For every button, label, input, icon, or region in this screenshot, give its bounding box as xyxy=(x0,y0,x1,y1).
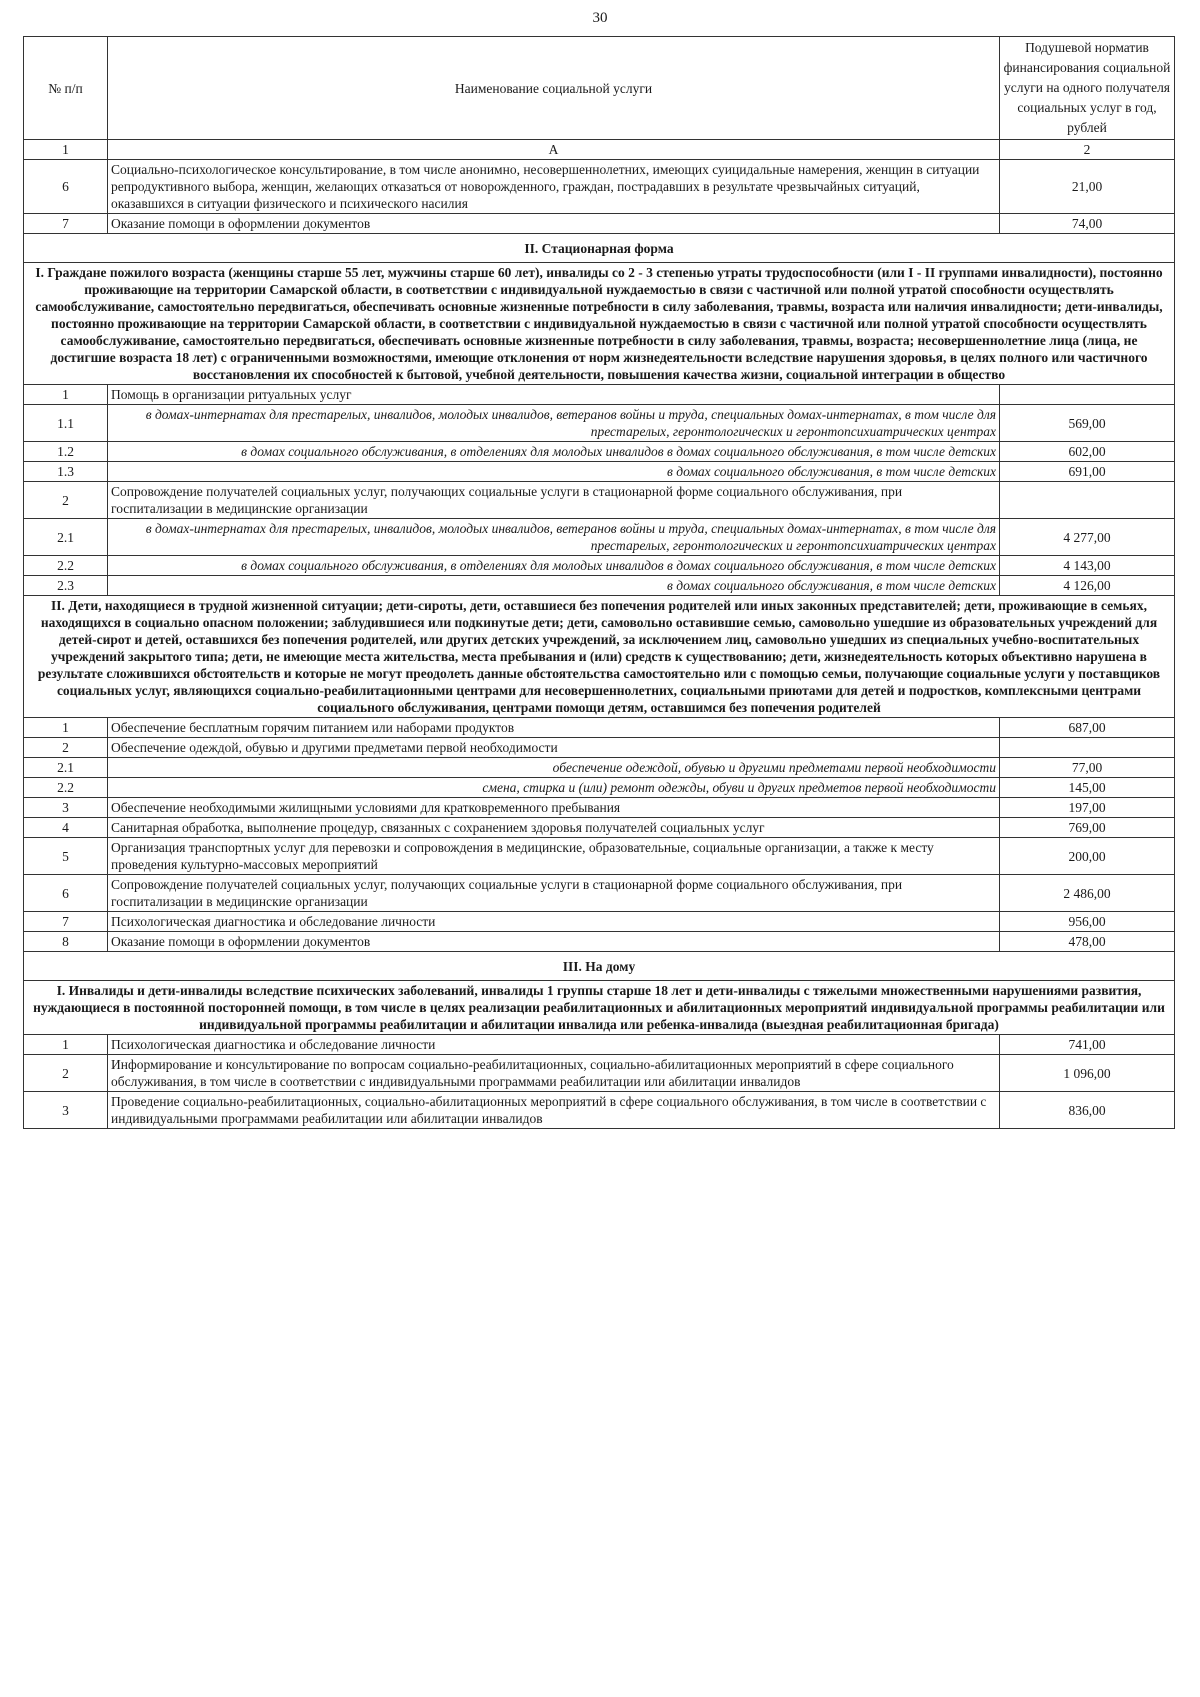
header-value: Подушевой норматив финансирования социальной услуги на одного получателя социальных услуг в год, рублей xyxy=(1000,37,1175,140)
row-name: обеспечение одеждой, обувью и другими предметами первой необходимости xyxy=(108,758,1000,778)
group-heading xyxy=(24,263,1175,385)
row-num: 2.3 xyxy=(24,576,108,596)
row-num: 2 xyxy=(24,482,108,519)
row-name: в домах социального обслуживания, в отделениях для молодых инвалидов в домах социального обслуживания, в том числе детских xyxy=(108,442,1000,462)
group-title: II. Дети, находящиеся в трудной жизненной ситуации; дети-сироты, дети, оставшиеся без попечения родителей или иных законных представителей; дети, проживающие в семьях, находящихся в социально опасном положении; заблудившиеся или подкинутые дети; дети, самовольно оставившие семью, самовольно ушедшие из образовательных учреждений для детей-сирот и детей, оставшихся без попечения родителей, или других детских учреждений, за исключением лиц, самовольно ушедших из специальных учебно-воспитательных учреждений закрытого типа; дети, не имеющие места жительства, места пребывания и (или) средств к существованию; дети, жизнедеятельность которых объективно нарушена в результате сложившихся обстоятельств и которые не могут преодолеть данные обстоятельства самостоятельно или с помощью семьи, получающие социальные услуги у поставщиков социальных услуг, являющихся социально-реабилитационными центрами для несовершеннолетних, социальными приютами для детей и подростков, комплексными центрами социального обслуживания, центрами помощи детям, оставшимся без попечения родителей xyxy=(24,596,1175,718)
section-heading xyxy=(24,952,1175,981)
row-value: 691,00 xyxy=(1000,462,1175,482)
row-num: 2.2 xyxy=(24,556,108,576)
row-value: 200,00 xyxy=(1000,838,1175,875)
table-row xyxy=(24,798,1175,818)
row-name: Психологическая диагностика и обследование личности xyxy=(108,1035,1000,1055)
table-row xyxy=(24,482,1175,519)
row-name: Организация транспортных услуг для перевозки и сопровождения в медицинские, образовательные, социальные организации, а также к месту проведения культурно-массовых мероприятий xyxy=(108,838,1000,875)
row-value: 769,00 xyxy=(1000,818,1175,838)
row-value: 2 486,00 xyxy=(1000,875,1175,912)
row-name: Оказание помощи в оформлении документов xyxy=(108,214,1000,234)
row-name: в домах социального обслуживания, в том числе детских xyxy=(108,576,1000,596)
row-num: 3 xyxy=(24,798,108,818)
row-num: 2.1 xyxy=(24,519,108,556)
row-value: 77,00 xyxy=(1000,758,1175,778)
table-row xyxy=(24,912,1175,932)
table-row xyxy=(24,576,1175,596)
group-title: I. Инвалиды и дети-инвалиды вследствие психических заболеваний, инвалиды 1 группы старше 18 лет и дети-инвалиды с тяжелыми множественными нарушениями развития, нуждающиеся в постоянной посторонней помощи, в том числе в целях реализации реабилитационных и абилитационных мероприятий индивидуальной программы реабилитации или индивидуальной программы реабилитации и абилитации инвалида или ребенка-инвалида (выездная реабилитационная бригада) xyxy=(24,981,1175,1035)
row-num: 6 xyxy=(24,875,108,912)
row-name: Обеспечение необходимыми жилищными условиями для кратковременного пребывания xyxy=(108,798,1000,818)
row-value: 4 126,00 xyxy=(1000,576,1175,596)
row-num: 1.1 xyxy=(24,405,108,442)
row-value: 569,00 xyxy=(1000,405,1175,442)
row-value: 836,00 xyxy=(1000,1092,1175,1129)
row-name: Информирование и консультирование по вопросам социально-реабилитационных, социально-абилитационных мероприятий в сфере социального обслуживания, в том числе в соответствии с индивидуальными программами реабилитации или абилитации инвалидов xyxy=(108,1055,1000,1092)
header-name: Наименование социальной услуги xyxy=(108,37,1000,140)
row-value: 4 277,00 xyxy=(1000,519,1175,556)
row-name: в домах-интернатах для престарелых, инвалидов, молодых инвалидов, ветеранов войны и труда, специальных домах-интернатах, в том числе для престарелых, геронтологических и геронтопсихиатрических центрах xyxy=(108,519,1000,556)
row-name: Проведение социально-реабилитационных, социально-абилитационных мероприятий в сфере социального обслуживания, в том числе в соответствии с индивидуальными программами реабилитации или абилитации инвалидов xyxy=(108,1092,1000,1129)
row-num: 1.2 xyxy=(24,442,108,462)
group-heading xyxy=(24,596,1175,718)
row-name: Психологическая диагностика и обследование личности xyxy=(108,912,1000,932)
section-title: III. На дому xyxy=(24,952,1175,981)
table-row xyxy=(24,442,1175,462)
table-row xyxy=(24,738,1175,758)
row-name: Обеспечение бесплатным горячим питанием или наборами продуктов xyxy=(108,718,1000,738)
row-value xyxy=(1000,385,1175,405)
row-num: 2.1 xyxy=(24,758,108,778)
table-header-row xyxy=(24,37,1175,140)
table-row xyxy=(24,519,1175,556)
table-row xyxy=(24,385,1175,405)
column-index-name: А xyxy=(108,140,1000,160)
row-value: 956,00 xyxy=(1000,912,1175,932)
table-row xyxy=(24,758,1175,778)
table-row xyxy=(24,1035,1175,1055)
row-name: Оказание помощи в оформлении документов xyxy=(108,932,1000,952)
row-num: 4 xyxy=(24,818,108,838)
table-row xyxy=(24,818,1175,838)
row-num: 2.2 xyxy=(24,778,108,798)
row-name: Санитарная обработка, выполнение процедур, связанных с сохранением здоровья получателей социальных услуг xyxy=(108,818,1000,838)
row-value: 602,00 xyxy=(1000,442,1175,462)
row-num: 1.3 xyxy=(24,462,108,482)
row-name: смена, стирка и (или) ремонт одежды, обуви и других предметов первой необходимости xyxy=(108,778,1000,798)
row-value xyxy=(1000,738,1175,758)
table-row xyxy=(24,875,1175,912)
table-row xyxy=(24,778,1175,798)
row-value: 741,00 xyxy=(1000,1035,1175,1055)
row-value: 4 143,00 xyxy=(1000,556,1175,576)
row-value xyxy=(1000,482,1175,519)
section-heading xyxy=(24,234,1175,263)
row-num: 1 xyxy=(24,1035,108,1055)
page-number: 30 xyxy=(592,10,608,26)
row-name: Сопровождение получателей социальных услуг, получающих социальные услуги в стационарной форме социального обслуживания, при госпитализации в медицинские организации xyxy=(108,482,1000,519)
tariff-table xyxy=(23,36,1175,1129)
row-num: 5 xyxy=(24,838,108,875)
row-value: 197,00 xyxy=(1000,798,1175,818)
row-name: Социально-психологическое консультирование, в том числе анонимно, несовершеннолетних, имеющих суицидальные намерения, женщин в ситуации репродуктивного выбора, женщин, желающих отказаться от новорожденного, граждан, пострадавших в результате чрезвычайных ситуаций, оказавшихся в ситуации физического и психического насилия xyxy=(108,160,1000,214)
row-name: Помощь в организации ритуальных услуг xyxy=(108,385,1000,405)
row-num: 7 xyxy=(24,912,108,932)
row-num: 2 xyxy=(24,738,108,758)
header-num: № п/п xyxy=(24,37,108,140)
row-name: Сопровождение получателей социальных услуг, получающих социальные услуги в стационарной форме социального обслуживания, при госпитализации в медицинские организации xyxy=(108,875,1000,912)
table-row xyxy=(24,462,1175,482)
row-value: 478,00 xyxy=(1000,932,1175,952)
table-row xyxy=(24,932,1175,952)
group-heading xyxy=(24,981,1175,1035)
table-row xyxy=(24,1055,1175,1092)
table-row xyxy=(24,214,1175,234)
row-num: 1 xyxy=(24,718,108,738)
row-name: в домах социального обслуживания, в том числе детских xyxy=(108,462,1000,482)
row-value: 74,00 xyxy=(1000,214,1175,234)
row-name: в домах-интернатах для престарелых, инвалидов, молодых инвалидов, ветеранов войны и труда, специальных домах-интернатах, в том числе для престарелых, геронтологических и геронтопсихиатрических центрах xyxy=(108,405,1000,442)
row-num: 2 xyxy=(24,1055,108,1092)
table-row xyxy=(24,405,1175,442)
row-value: 21,00 xyxy=(1000,160,1175,214)
column-index-num: 1 xyxy=(24,140,108,160)
row-value: 145,00 xyxy=(1000,778,1175,798)
table-row xyxy=(24,718,1175,738)
table-row xyxy=(24,838,1175,875)
table-row xyxy=(24,160,1175,214)
row-name: в домах социального обслуживания, в отделениях для молодых инвалидов в домах социального обслуживания, в том числе детских xyxy=(108,556,1000,576)
table-row xyxy=(24,1092,1175,1129)
group-title: I. Граждане пожилого возраста (женщины старше 55 лет, мужчины старше 60 лет), инвалиды со 2 - 3 степенью утраты трудоспособности (или I - II группами инвалидности), постоянно проживающие на территории Самарской области, в соответствии с индивидуальной нуждаемостью в связи с частичной или полной утратой способности осуществлять самообслуживание, самостоятельно передвигаться, обеспечивать основные жизненные потребности в силу заболевания, травмы, возраста или наличия инвалидности; дети-инвалиды, постоянно проживающие на территории Самарской области, в соответствии с индивидуальной нуждаемостью в связи с частичной или полной утратой способности осуществлять самообслуживание, самостоятельно передвигаться, обеспечивать основные жизненные потребности в силу заболевания, травмы, возраста; несовершеннолетние лица (лица, не достигшие возраста 18 лет) с ограниченными возможностями, имеющие отклонения от норм жизнедеятельности вследствие нарушения здоровья, в целях полного или частичного восстановления их способностей к бытовой, учебной деятельности, повышения качества жизни, социальной интеграции в общество xyxy=(24,263,1175,385)
row-num: 7 xyxy=(24,214,108,234)
row-num: 1 xyxy=(24,385,108,405)
row-num: 8 xyxy=(24,932,108,952)
column-index-value: 2 xyxy=(1000,140,1175,160)
row-num: 3 xyxy=(24,1092,108,1129)
row-value: 1 096,00 xyxy=(1000,1055,1175,1092)
section-title: II. Стационарная форма xyxy=(24,234,1175,263)
row-num: 6 xyxy=(24,160,108,214)
column-index-row xyxy=(24,140,1175,160)
table-row xyxy=(24,556,1175,576)
row-value: 687,00 xyxy=(1000,718,1175,738)
row-name: Обеспечение одеждой, обувью и другими предметами первой необходимости xyxy=(108,738,1000,758)
